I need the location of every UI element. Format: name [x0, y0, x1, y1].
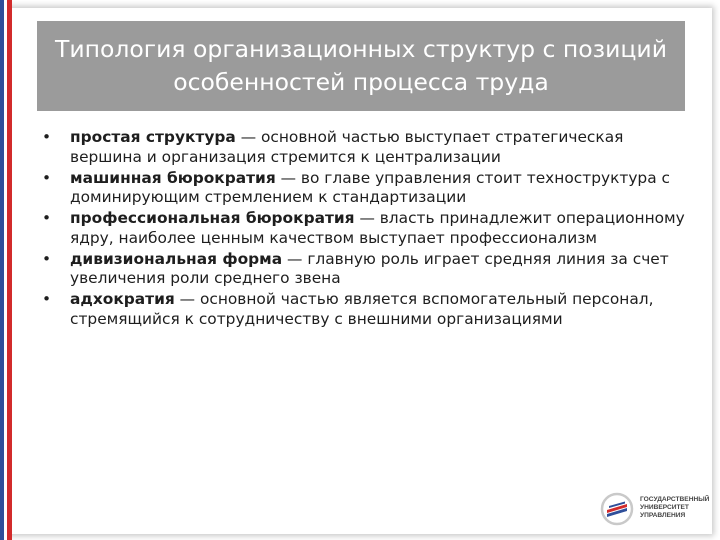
university-emblem-icon: [600, 492, 634, 526]
logo-line: ГОСУДАРСТВЕННЫЙ: [640, 496, 710, 503]
item-description: — власть принадлежит операционному ядру, наиболее ценным качеством выступает профессионализм: [70, 209, 685, 247]
title-banner: [37, 21, 685, 111]
item-description: — во главе управления стоит техноструктура с доминирующим стремлением к стандартизации: [70, 168, 670, 206]
item-term: простая структура: [70, 128, 236, 146]
item-description: — основной частью является вспомогательный персонал, стремящийся к сотрудничеству с внешними организациями: [70, 290, 654, 328]
bullet-dot: •: [42, 290, 52, 308]
logo-line: УНИВЕРСИТЕТ: [640, 504, 689, 511]
logo-line: УПРАВЛЕНИЯ: [640, 512, 686, 519]
list-item: [40, 250, 690, 289]
item-term: машинная бюрократия: [70, 168, 276, 187]
list-item: [40, 290, 690, 329]
slide-title: Типология организационных структур с позиций особенностей процесса труда: [55, 35, 667, 96]
bullet-dot: •: [42, 128, 52, 146]
bullet-dot: •: [42, 168, 52, 187]
item-description: — основной частью выступает стратегическая вершина и организация стремится к централизации: [70, 128, 624, 166]
item-description: — главную роль играет средняя линия за счет увеличения роли среднего звена: [70, 249, 669, 287]
bullet-dot: •: [42, 249, 52, 268]
item-term: профессиональная бюрократия: [70, 209, 355, 227]
item-term: адхократия: [70, 290, 175, 308]
list-item: [40, 169, 690, 208]
left-decorative-stripe: [0, 0, 12, 540]
bullet-list: [40, 128, 690, 331]
bullet-dot: •: [42, 209, 52, 227]
university-logo: [600, 492, 712, 526]
university-name: [640, 496, 710, 520]
list-item: [40, 209, 690, 248]
list-item: [40, 128, 690, 167]
item-term: дивизиональная форма: [70, 249, 283, 268]
